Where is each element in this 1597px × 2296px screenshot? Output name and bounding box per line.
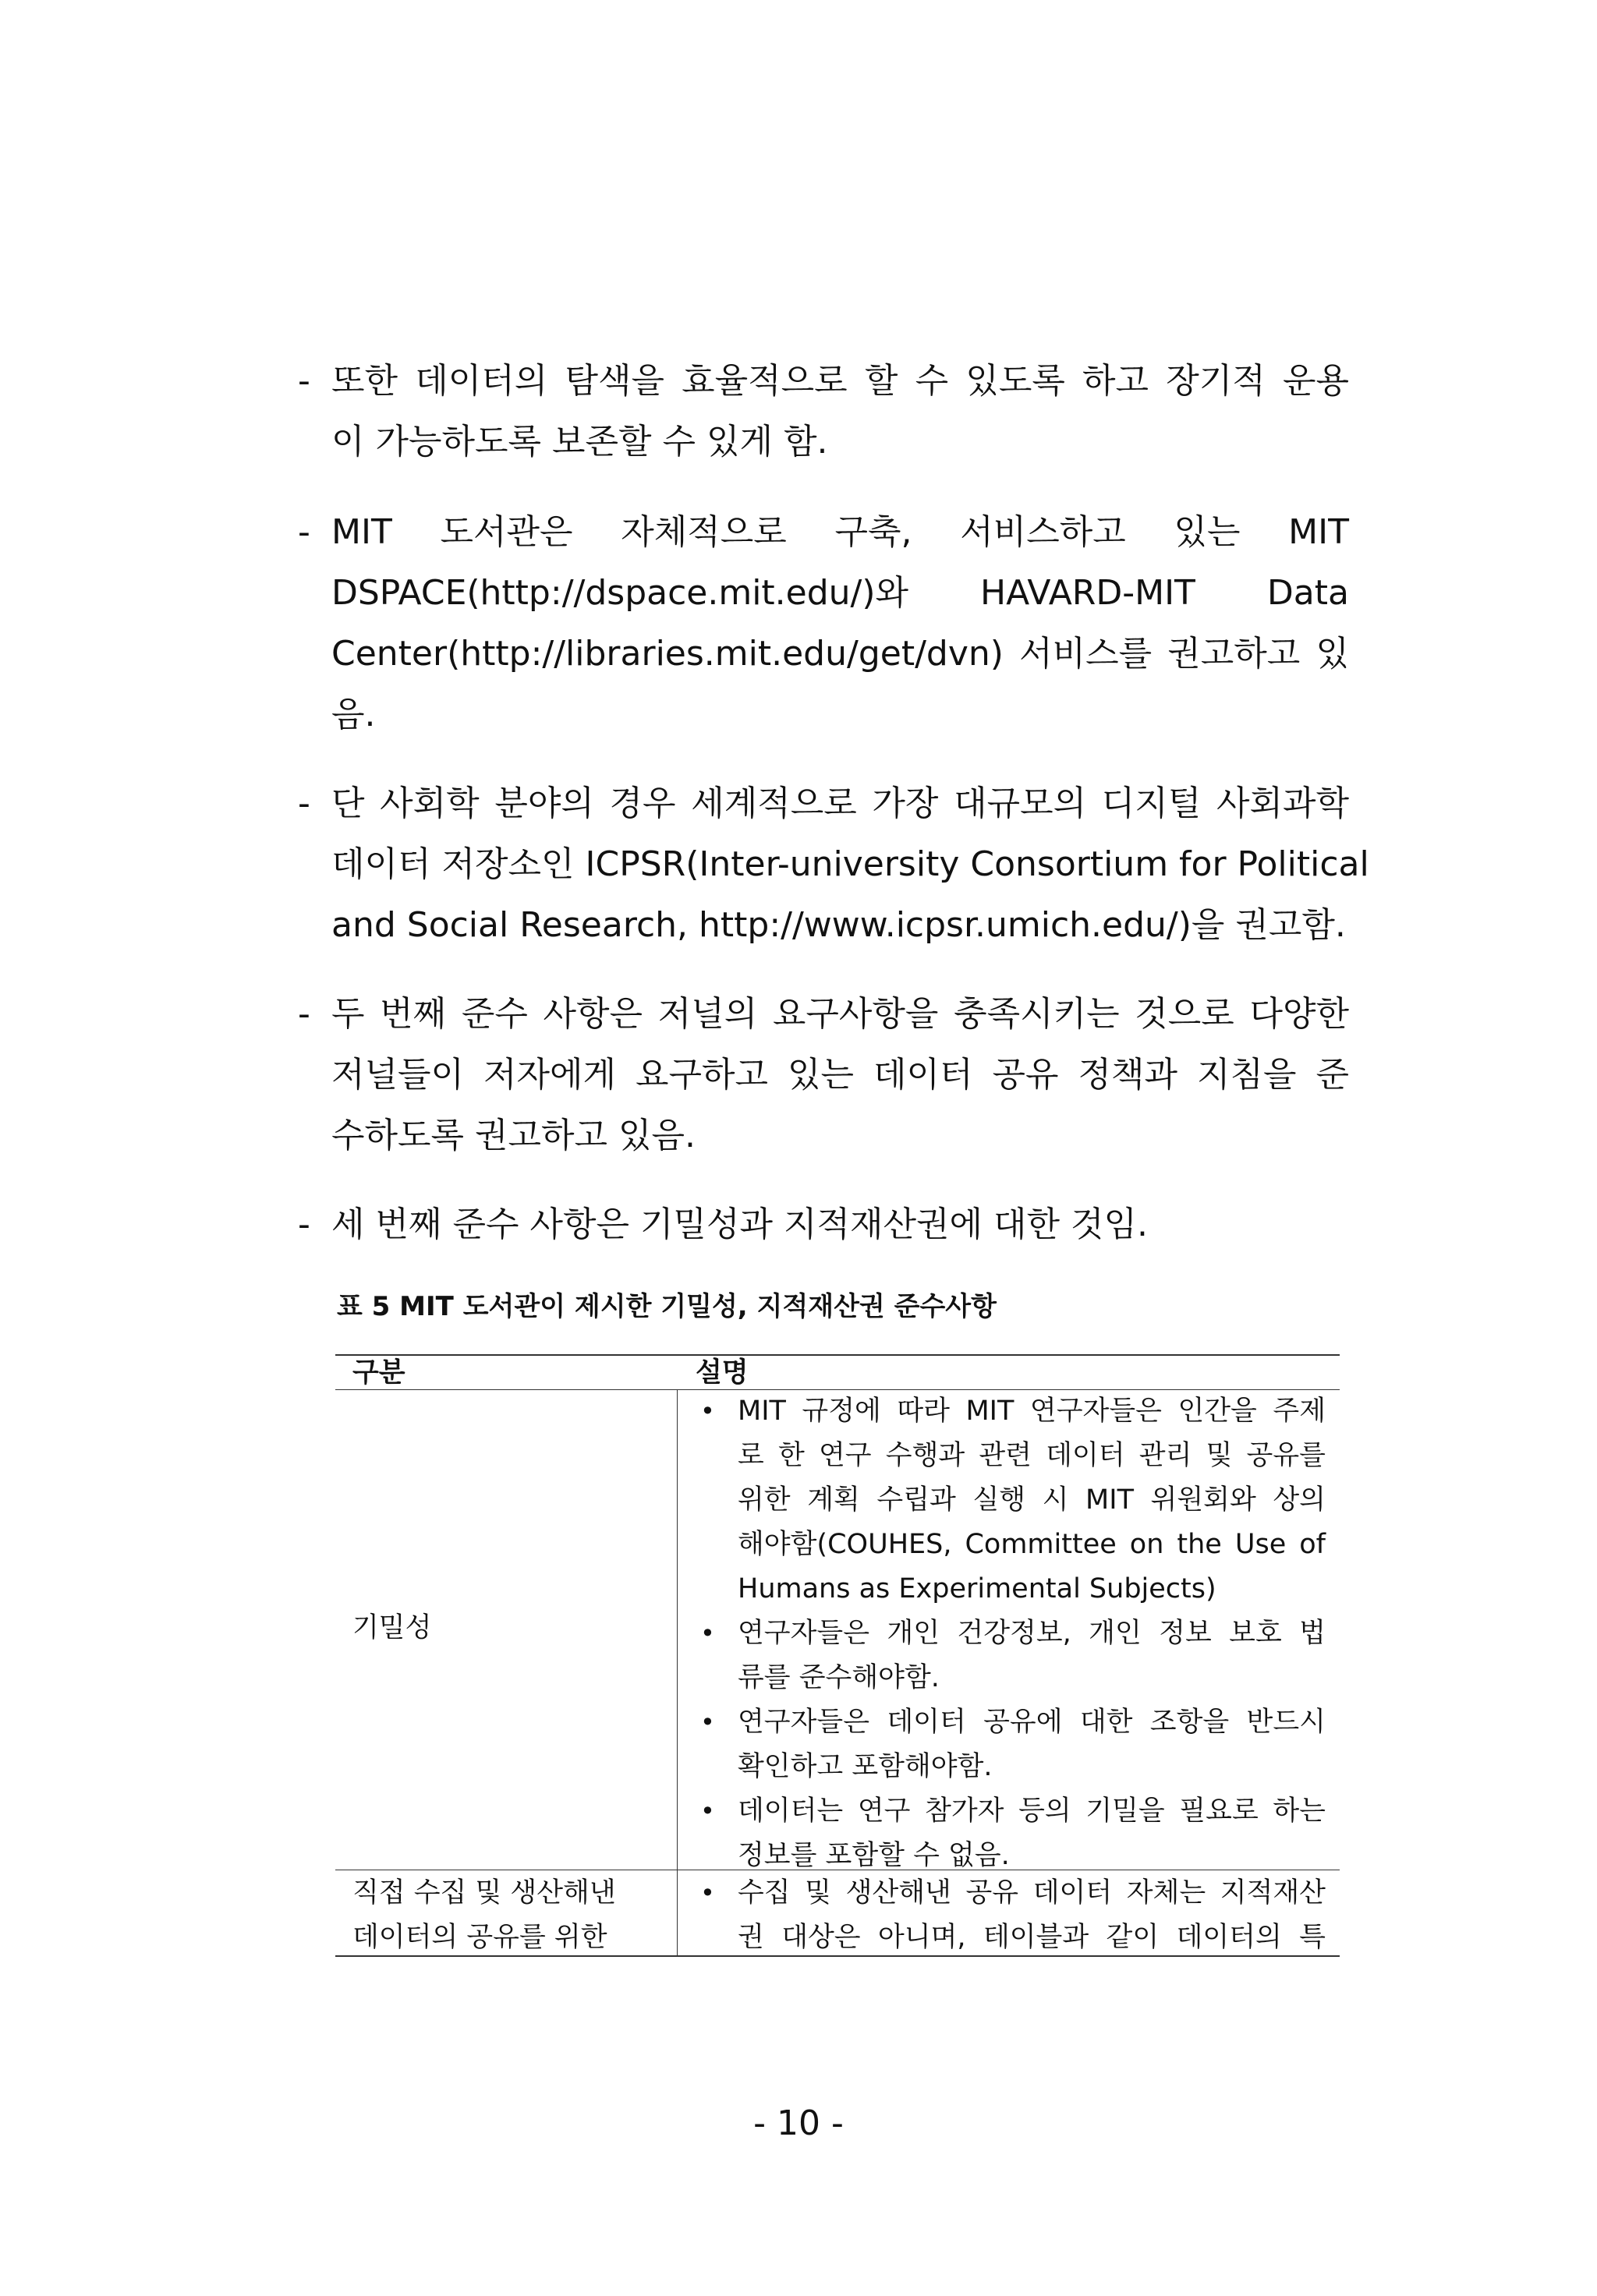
paragraph-line: 저널들이 저자에게 요구하고 있는 데이터 공유 정책과 지침을 준: [331, 1055, 1349, 1095]
paragraph-line: Center(http://libraries.mit.edu/get/dvn) 서비스를 권고하고 있: [331, 634, 1349, 674]
bullet-dot-icon: •: [700, 1878, 715, 1908]
description-line: 류를 준수해야함.: [738, 1662, 940, 1693]
description-line: 연구자들은 데이터 공유에 대한 조항을 반드시: [738, 1707, 1326, 1738]
list-item: [686, 1789, 1326, 1878]
description-line: 권 대상은 아니며, 테이블과 같이 데이터의 특: [738, 1922, 1326, 1953]
bullet-dash: -: [298, 361, 310, 401]
description-line: 위한 계획 수립과 실행 시 MIT 위원회와 상의: [738, 1484, 1326, 1516]
table-cell-description: [686, 1871, 1326, 1960]
table-column-divider: [677, 1389, 678, 1955]
table-header-category: 구분: [352, 1357, 405, 1389]
description-line: 정보를 포함할 수 없음.: [738, 1840, 1010, 1871]
list-item: [686, 1871, 1326, 1960]
bullet-dot-icon: •: [700, 1707, 715, 1737]
paragraph-line: and Social Research, http://www.icpsr.umich.edu/)을 권고함.: [331, 905, 1346, 945]
paragraph-line: 음.: [331, 695, 376, 734]
paragraph-line: 두 번째 준수 사항은 저널의 요구사항을 충족시키는 것으로 다양한: [331, 994, 1349, 1034]
description-line: 연구자들은 개인 건강정보, 개인 정보 보호 법: [738, 1618, 1326, 1649]
bullet-dash: -: [298, 1205, 310, 1244]
description-line: 해야함(COUHES, Committee on the Use of: [738, 1529, 1326, 1560]
paragraph-line: 데이터 저장소인 ICPSR(Inter-university Consortium for Political: [331, 844, 1369, 884]
bullet-dash: -: [298, 994, 310, 1034]
table-cell-category: [352, 1606, 431, 1650]
table-cell-description: [686, 1389, 1326, 1878]
description-line: Humans as Experimental Subjects): [738, 1573, 1216, 1604]
category-line: 직접 수집 및 생산해낸: [352, 1877, 616, 1909]
bullet-paragraph-1: [298, 351, 1349, 472]
list-item: [686, 1389, 1326, 1611]
list-item: [686, 1611, 1326, 1700]
bullet-paragraph-3: [298, 773, 1369, 956]
category-line: 데이터의 공유를 위한: [352, 1922, 607, 1953]
table-cell-category: [352, 1871, 616, 1960]
list-item: [686, 1700, 1326, 1789]
bullet-dot-icon: •: [700, 1796, 715, 1826]
page-number: - 10 -: [753, 2103, 844, 2143]
bullet-dash: -: [298, 512, 310, 552]
paragraph-line: 이 가능하도록 보존할 수 있게 함.: [331, 422, 828, 462]
description-line: 수집 및 생산해낸 공유 데이터 자체는 지적재산: [738, 1877, 1326, 1909]
paragraph-line: 수하도록 권고하고 있음.: [331, 1116, 696, 1155]
bullet-dot-icon: •: [700, 1619, 715, 1648]
table-header-description: 설명: [696, 1357, 749, 1389]
bullet-dot-icon: •: [700, 1396, 715, 1426]
description-line: 데이터는 연구 참가자 등의 기밀을 필요로 하는: [738, 1795, 1326, 1827]
paragraph-line: 세 번째 준수 사항은 기밀성과 지적재산권에 대한 것임.: [331, 1205, 1148, 1244]
bullet-dash: -: [298, 784, 310, 823]
paragraph-line: 단 사회학 분야의 경우 세계적으로 가장 대규모의 디지털 사회과학: [331, 784, 1349, 823]
description-line: 로 한 연구 수행과 관련 데이터 관리 및 공유를: [738, 1440, 1326, 1471]
table-top-rule: [335, 1354, 1340, 1356]
paragraph-line: DSPACE(http://dspace.mit.edu/)와 HAVARD-MIT Data: [331, 573, 1349, 613]
category-line: 기밀성: [352, 1612, 432, 1643]
bullet-paragraph-2: [298, 502, 1349, 745]
paragraph-line: 또한 데이터의 탐색을 효율적으로 할 수 있도록 하고 장기적 운용: [331, 361, 1349, 401]
bullet-paragraph-5: [298, 1194, 1349, 1255]
description-line: 확인하고 포함해야함.: [738, 1751, 993, 1782]
bullet-paragraph-4: [298, 984, 1349, 1166]
paragraph-line: MIT 도서관은 자체적으로 구축, 서비스하고 있는 MIT: [331, 512, 1349, 552]
description-line: MIT 규정에 따라 MIT 연구자들은 인간을 주제: [738, 1396, 1326, 1427]
table-caption: 표 5 MIT 도서관이 제시한 기밀성, 지적재산권 준수사항: [337, 1291, 997, 1322]
